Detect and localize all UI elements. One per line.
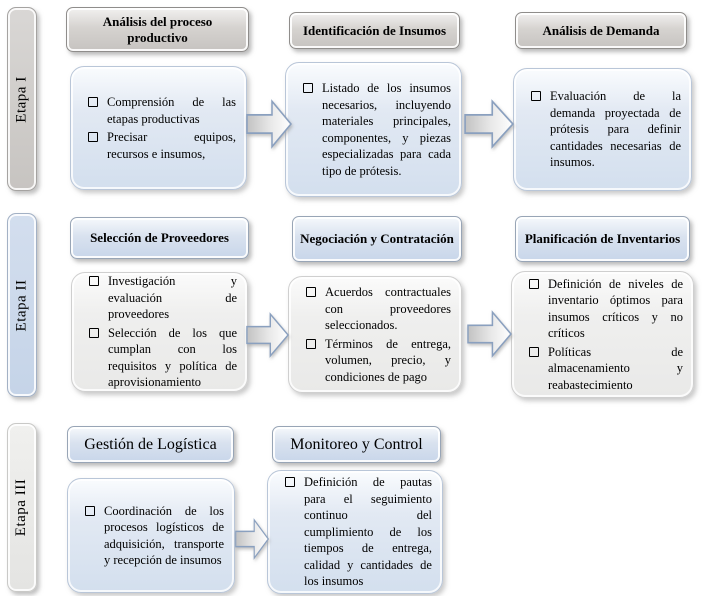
stage-label-text: Etapa III — [13, 478, 30, 537]
list-item — [284, 474, 432, 590]
stage1-col1-content — [70, 66, 247, 190]
header-text: Selección de Proveedores — [90, 230, 229, 246]
header-text: Gestión de Logística — [84, 435, 217, 453]
stage1-col3-content — [513, 68, 692, 191]
right-arrow-icon — [464, 99, 514, 149]
stage-label-etapa-3 — [7, 423, 37, 592]
list-item-text: Listado de los insumos necesarios, incluyendo materiales principales, componentes, y piezas especializadas para cada tipo de prótesis. — [322, 81, 451, 178]
stage3-col1-content — [67, 478, 235, 593]
stage-label-etapa-2 — [7, 213, 37, 397]
square-bullet-icon — [89, 276, 99, 286]
square-bullet-icon — [285, 477, 295, 487]
list-item-text: Investigación y evaluación de proveedores — [108, 274, 237, 322]
square-bullet-icon — [89, 328, 99, 338]
list-item-text: Evaluación de la demanda proyectada de prótesis para definir cantidades necesarias de insumos. — [550, 89, 681, 170]
list-item — [88, 325, 237, 391]
stage1-col1-header — [66, 7, 249, 52]
list-item-text: Coordinación de los procesos logísticos de adquisición, transporte y recepción de insumos — [104, 503, 224, 567]
list-item — [305, 284, 451, 334]
stage2-col3-content — [511, 271, 694, 398]
list-item-text: Políticas de almacenamiento y reabastecimiento — [548, 344, 683, 392]
stage1-col3-header — [515, 12, 687, 49]
list-item-text: Acuerdos contractuales con proveedores seleccionados. — [325, 285, 451, 332]
list-item-text: Definición de pautas para el seguimiento continuo del cumplimiento de los tiempos de entrega, calidad y cantidades de los insumos — [304, 475, 432, 589]
stage1-col2-header — [289, 12, 460, 49]
list-item-text: Precisar equipos, recursos e insumos, — [107, 130, 236, 161]
list-item-text: Comprensión de las etapas productivas — [107, 95, 236, 126]
square-bullet-icon — [529, 347, 539, 357]
stage1-col2-content — [285, 62, 462, 197]
list-item — [530, 88, 681, 171]
header-text: Negociación y Contratación — [300, 231, 454, 247]
stage3-col2-header — [272, 426, 441, 463]
square-bullet-icon — [306, 339, 316, 349]
list-item — [87, 94, 236, 127]
list-item-text: Definición de niveles de inventario óptimos para insumos críticos y no críticos — [548, 276, 683, 341]
stage3-col1-header — [67, 426, 234, 463]
stage2-col3-header — [515, 216, 690, 262]
right-arrow-icon — [235, 518, 269, 560]
square-bullet-icon — [531, 91, 541, 101]
stage2-col1-content — [71, 272, 248, 392]
list-item — [88, 273, 237, 323]
square-bullet-icon — [529, 279, 539, 289]
stage2-col1-header — [70, 217, 249, 259]
right-arrow-icon — [246, 99, 292, 149]
stage2-col2-content — [288, 276, 462, 393]
header-text: Monitoreo y Control — [290, 435, 423, 453]
list-item-text: Términos de entrega, volumen, precio, y condiciones de pago — [325, 336, 451, 384]
list-item — [87, 129, 236, 162]
header-text: Planificación de Inventarios — [524, 231, 681, 247]
square-bullet-icon — [303, 83, 313, 93]
stage2-col2-header — [292, 216, 462, 262]
square-bullet-icon — [306, 287, 316, 297]
right-arrow-icon — [467, 310, 512, 358]
list-item-text: Selección de los que cumplan con los requisitos y política de aprovisionamiento — [108, 325, 237, 390]
header-text: Análisis de Demanda — [542, 22, 660, 38]
stage3-col2-content — [267, 470, 443, 594]
square-bullet-icon — [85, 506, 95, 516]
square-bullet-icon — [88, 132, 98, 142]
stage-label-text: Etapa II — [13, 279, 30, 331]
stage-label-etapa-1 — [7, 7, 37, 191]
list-item — [84, 503, 224, 569]
list-item — [528, 276, 683, 342]
list-item — [305, 336, 451, 386]
header-text: Identificación de Insumos — [302, 22, 447, 38]
right-arrow-icon — [246, 312, 289, 358]
header-text: Análisis del proceso productivo — [102, 13, 213, 45]
list-item — [528, 344, 683, 394]
list-item — [302, 80, 451, 179]
stage-label-text: Etapa I — [13, 75, 30, 123]
square-bullet-icon — [88, 97, 98, 107]
